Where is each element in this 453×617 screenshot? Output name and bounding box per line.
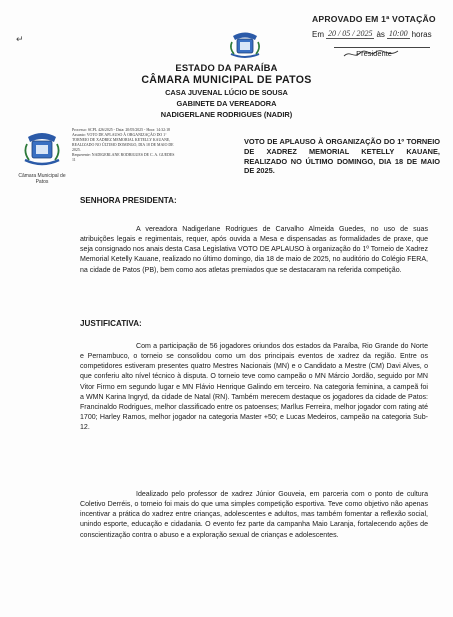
process-subject-2: TORNEIO DE XADREZ MEMORIAL KETELLY KAUANE, <box>72 138 171 142</box>
signature-scribble-icon <box>342 48 402 60</box>
header-state: ESTADO DA PARAÍBA <box>175 62 278 73</box>
justification-title: JUSTIFICATIVA: <box>80 319 142 328</box>
approval-stamp <box>312 14 450 58</box>
stamp-as-label: às <box>376 29 385 39</box>
stamp-horas-label: horas <box>411 29 432 39</box>
process-info <box>72 128 222 163</box>
document-subject: VOTO DE APLAUSO À ORGANIZAÇÃO DO 1º TORNEIO DE XADREZ MEMORIAL KETELLY KAUANE, REALIZADO NO ÚLTIMO DOMINGO, DIA 18 DE MAIO DE 2025. <box>244 137 440 176</box>
stamp-time: 10:00 <box>388 29 408 38</box>
corner-mark: ↵ <box>16 34 24 44</box>
process-subject-3: REALIZADO NO ÚLTIMO DOMINGO, DIA 18 DE MAIO DE <box>72 143 174 147</box>
stamp-date: 20 / 05 / 2025 <box>328 29 373 38</box>
crest-caption: Câmara Municipal de Patos <box>18 173 66 185</box>
justification-paragraph-1: Com a participação de 56 jogadores oriundos dos estados da Paraíba, Rio Grande do Norte e Pernambuco, o torneio se consolidou como um dos principais eventos de xadrez da região. Entre os competidores estiveram presentes quatro Mestres Nacionais (MN) e o Candidato a Mestre (CM) Davi Alves, o que conferiu alto nível técnico à disputa. O torneio teve como campeão o MN Márcio Jordão, seguido por MN Vitor Firmo em segundo lugar e MN Flávio Henrique Galindo em terceiro. Na categoria feminina, a campeã foi a WMN Karina Ingryd, da cidade de Natal (RN). Também merecem destaque os jogadores da cidade de Patos: Francinaldo Rodrigues, melhor classificado entre os patoenses; Marllus Ferreira, melhor jogador com rating até 1700; Harley Ramos, melhor jogador na categoria Master +50; e Lucas Medeiros, campeão na categoria Sub-12. <box>80 343 428 432</box>
process-number: Processo: SCPL 426/2025 - Data: 20/05/2025 - Hora: 14:32:18 <box>72 128 170 132</box>
header-chamber: CÂMARA MUNICIPAL DE PATOS <box>141 74 312 86</box>
salutation: SENHORA PRESIDENTA: <box>80 196 177 205</box>
process-subject-4: 2025. <box>72 148 81 152</box>
stamp-date-row <box>312 29 450 39</box>
stamp-title: APROVADO EM 1ª VOTAÇÃO <box>312 14 436 24</box>
process-extra: 11 <box>72 158 76 162</box>
stamp-presidente-label: Presidente <box>356 49 392 58</box>
header-house: CASA JUVENAL LÚCIO DE SOUSA <box>165 88 288 97</box>
coat-of-arms-icon <box>228 30 262 62</box>
document-header <box>0 62 453 119</box>
process-requester: Requerente: NADIGERLANE RODRIGUES DE C. A. GUEDES <box>72 153 175 157</box>
process-subject-1: Assunto: VOTO DE APLAUSO À ORGANIZAÇÃO DO 1º <box>72 133 167 137</box>
header-councilor: NADIGERLANE RODRIGUES (NADIR) <box>160 110 293 119</box>
header-office: GABINETE DA VEREADORA <box>176 99 277 108</box>
chamber-crest-icon <box>22 130 62 172</box>
stamp-em-label: Em <box>312 29 324 39</box>
justification-paragraph-2: Idealizado pelo professor de xadrez Júnior Gouveia, em parceria com o ponto de cultura Coletivo Derréis, o torneio foi mais do que uma simples competição esportiva. Teve como objetivo não apenas incentivar a prática do xadrez entre crianças, adolescentes e adultos, mas também fomentar a reflexão social, unindo esporte, educação e cidadania. O evento fez parte da campanha Maio Laranja, fortalecendo ações de conscientização contra o abuso e a exploração sexual de crianças e adolescentes. <box>80 491 428 539</box>
request-paragraph: A vereadora Nadigerlane Rodrigues de Carvalho Almeida Guedes, no uso de suas atribuições legais e regimentais, requer, após ouvida a Mesa e dispensadas as formalidades de praxe, que seja consignado nos anais desta Casa Legislativa VOTO DE APLAUSO à organização do 1º Torneio de Xadrez Memorial Ketelly Kauane, realizado no último domingo, dia 18 de maio de 2025, no auditório do Colégio FERA, na cidade de Patos (PB), bem como aos atletas premiados que se destacaram na referida competição. <box>80 226 428 274</box>
